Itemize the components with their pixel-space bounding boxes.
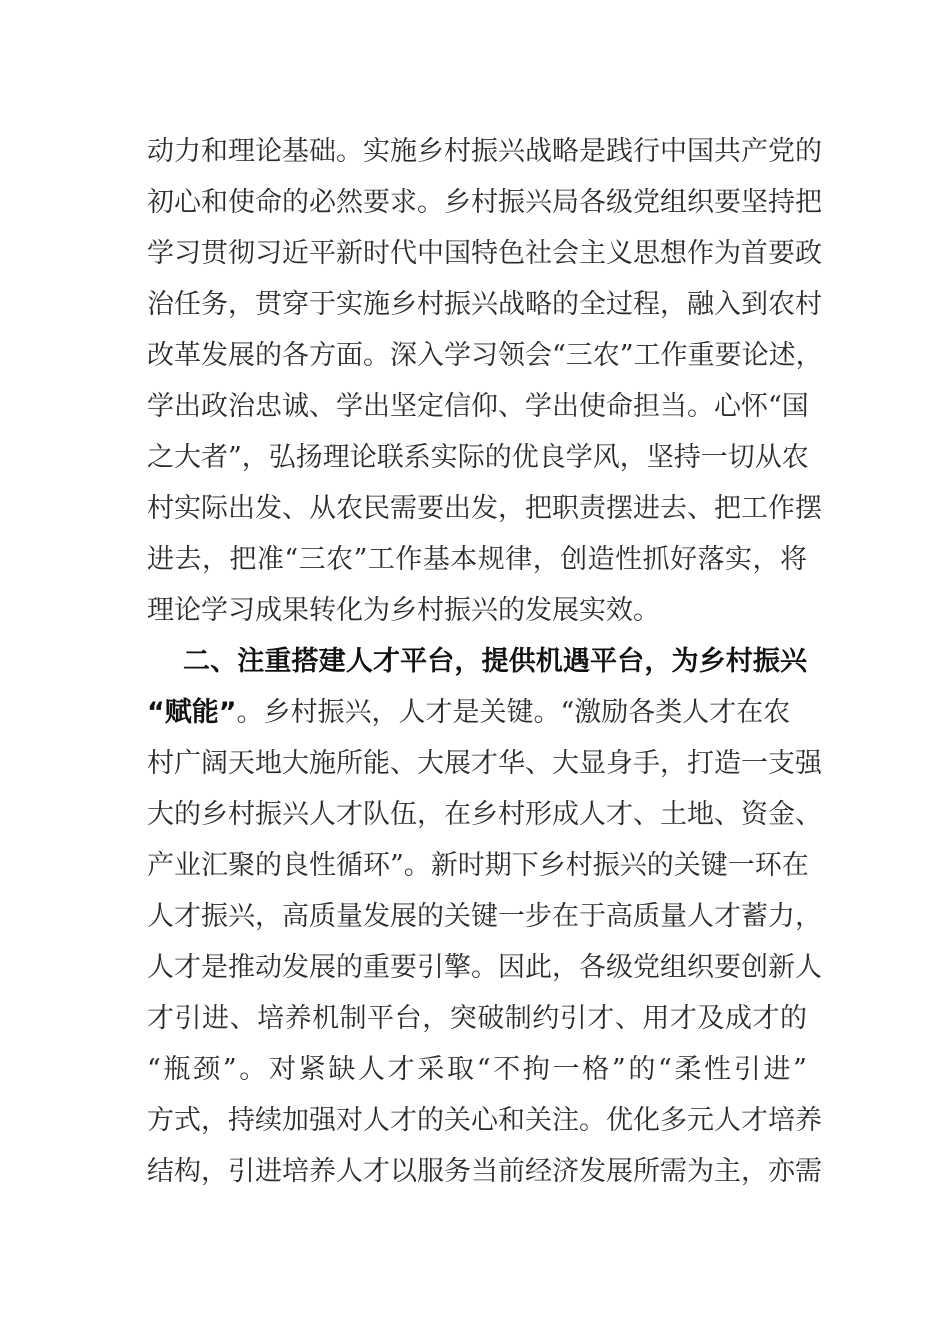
paragraph-1-line-4: 治任务，贯穿于实施乡村振兴战略的全过程，融入到农村: [147, 289, 822, 320]
paragraph-2-line-2: 大的乡村振兴人才队伍，在乡村形成人才、土地、资金、: [147, 799, 822, 830]
section-heading-emphasis: “赋能”: [147, 697, 237, 728]
paragraph-2-line-1: 村广阔天地大施所能、大展才华、大显身手，打造一支强: [147, 748, 822, 779]
paragraph-1-line-3: 学习贯彻习近平新时代中国特色社会主义思想作为首要政: [147, 238, 822, 269]
paragraph-2-line-4: 人才振兴，高质量发展的关键一步在于高质量人才蓄力，: [147, 901, 822, 932]
paragraph-1-line-5: 改革发展的各方面。深入学习领会“三农”工作重要论述，: [147, 340, 823, 371]
section-heading-line-1: 二、注重搭建人才平台，提供机遇平台，为乡村振兴: [183, 646, 807, 677]
paragraph-2-opening: 。乡村振兴，人才是关键。“激励各类人才在农: [236, 697, 791, 728]
paragraph-2-line-3: 产业汇聚的良性循环”。新时期下乡村振兴的关键一环在: [147, 850, 809, 881]
paragraph-1-line-8: 村实际出发、从农民需要出发，把职责摆进去、把工作摆: [147, 493, 822, 524]
paragraph-2-line-8: 方式，持续加强对人才的关心和关注。优化多元人才培养: [147, 1105, 822, 1136]
paragraph-1-line-6: 学出政治忠诚、学出坚定信仰、学出使命担当。心怀“国: [147, 391, 809, 422]
section-heading-line-2: [147, 687, 807, 739]
paragraph-2-line-6: 才引进、培养机制平台，突破制约引才、用才及成才的: [147, 1003, 807, 1034]
paragraph-1-line-7: 之大者”，弘扬理论联系实际的优良学风，坚持一切从农: [147, 442, 809, 473]
paragraph-1-line-2: 初心和使命的必然要求。乡村振兴局各级党组织要坚持把: [147, 187, 822, 218]
paragraph-1-line-9: 进去，把准“三农”工作基本规律，创造性抓好落实，将: [147, 544, 807, 575]
paragraph-1-line-10: 理论学习成果转化为乡村振兴的发展实效。: [147, 595, 660, 626]
paragraph-1-line-1: 动力和理论基础。实施乡村振兴战略是践行中国共产党的: [147, 136, 822, 167]
paragraph-2-line-7: “瓶颈”。对紧缺人才采取“不拘一格”的“柔性引进”: [147, 1054, 807, 1085]
paragraph-2-line-9: 结构，引进培养人才以服务当前经济发展所需为主，亦需: [147, 1156, 822, 1187]
paragraph-2-line-5: 人才是推动发展的重要引擎。因此，各级党组织要创新人: [147, 952, 822, 983]
